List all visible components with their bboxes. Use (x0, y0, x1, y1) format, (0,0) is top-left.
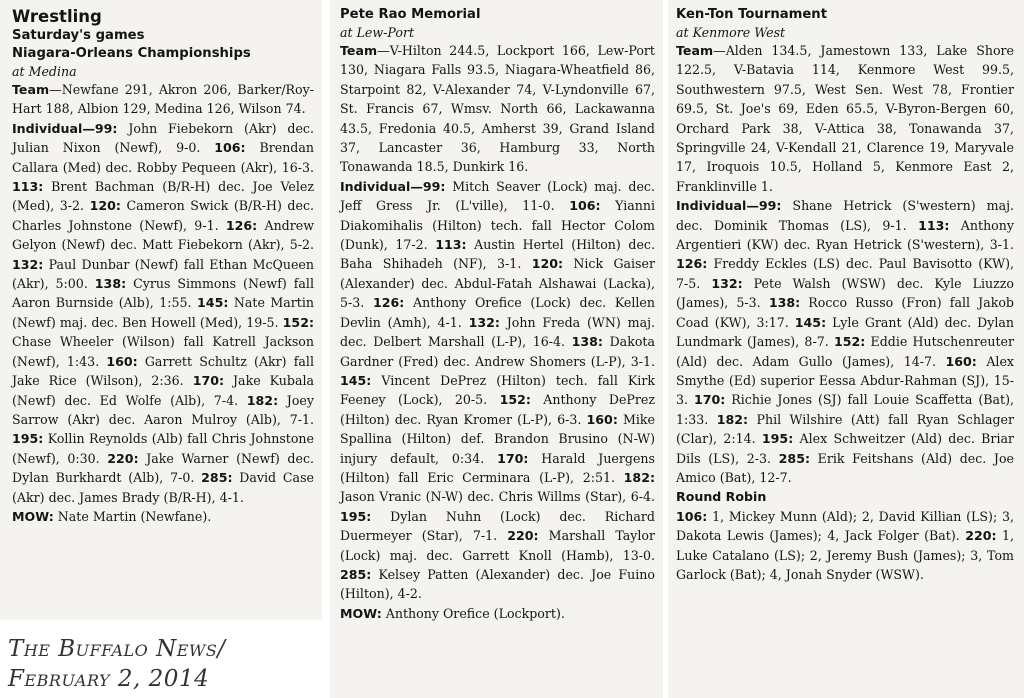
bout-result: Dylan Nuhn (Lock) dec. Richard Duermeyer (Star), 7-1. (340, 508, 655, 544)
weight-class: 152: (282, 314, 314, 330)
mow (12, 507, 314, 526)
bout-result: 1, Mickey Munn (Ald); 2, David Killian (LS); 3, Dakota Lewis (James); 4, Jack Folger (Bat). (676, 508, 1014, 544)
individual-results (676, 196, 1014, 487)
bout-result: Anthony DePrez (Hilton) dec. Ryan Kromer (L-P), 6-3. (340, 392, 655, 427)
event-title: Niagara-Orleans Championships (12, 46, 251, 61)
bout-result: Austin Hertel (Hilton) dec. Baha Shihadeh (NF), 3-1. (340, 237, 655, 272)
individual-results (340, 177, 655, 604)
venue: at Kenmore West (676, 25, 786, 40)
weight-class: 145: (197, 295, 229, 311)
weight-class: 138: (571, 334, 603, 350)
bout-result: 1, Luke Catalano (LS); 2, Jeremy Bush (James); 3, Tom Garlock (Bat); 4, Jonah Snyder (WSW). (676, 528, 1014, 582)
weight-class: 160: (586, 411, 618, 427)
team-label: Team (340, 43, 378, 58)
clip-niagara-orleans (0, 0, 322, 698)
bout-result: Kelsey Patten (Alexander) dec. Joe Fuino (Hilton), 4-2. (340, 566, 655, 602)
bout-result: Mitch Seaver (Lock) maj. dec. Jeff Gress Jr. (L'ville), 11-0. (340, 178, 655, 214)
day-heading: Saturday's games (12, 28, 145, 43)
weight-class: 132: (468, 314, 500, 330)
column-1 (12, 6, 314, 526)
individual-label: Individual (12, 120, 83, 136)
weight-class: 220: (107, 450, 139, 466)
round-robin-results (676, 507, 1014, 585)
team-label: Team (12, 82, 50, 97)
credit-date: February 2, 2014 (8, 666, 210, 692)
weight-class: 120: (531, 256, 564, 272)
bout-result: Jason Vranic (N-W) dec. Chris Willms (Star), 6-4. (340, 489, 655, 505)
weight-class: 152: (499, 392, 531, 408)
weight-class: 132: (711, 275, 743, 291)
weight-class: 285: (778, 450, 810, 466)
weight-class: 132: (12, 256, 44, 272)
bout-result: David Case (Akr) dec. James Brady (B/R-H), 4-1. (12, 470, 314, 505)
mow-label: MOW: (12, 508, 54, 524)
bout-result: Alex Schweitzer (Ald) dec. Briar Dils (LS), 2-3. (676, 431, 1015, 466)
weight-class: 160: (945, 353, 977, 369)
weight-class: 106: (676, 508, 708, 524)
team-results (340, 41, 655, 177)
individual-label: Individual (340, 178, 411, 194)
mow (340, 604, 655, 623)
weight-class: 195: (761, 431, 794, 447)
bout-result: Marshall Taylor (Lock) maj. dec. Garrett Knoll (Hamb), 13-0. (340, 528, 655, 563)
event-title: Ken-Ton Tournament (676, 7, 827, 22)
newspaper-credit (0, 620, 322, 698)
weight-class: 182: (716, 411, 749, 427)
bout-result: Vincent DePrez (Hilton) tech. fall Kirk Feeney (Lock), 20-5. (340, 372, 655, 408)
weight-class: 126: (225, 217, 258, 233)
weight-class: 195: (340, 508, 372, 524)
clip-ken-ton-tournament (668, 0, 1024, 698)
weight-class: 220: (965, 528, 997, 544)
bout-result: Pete Walsh (WSW) dec. Kyle Liuzzo (James), 5-3. (676, 275, 1014, 311)
bout-result: Shane Hetrick (S'western) maj. dec. Dominik Thomas (LS), 9-1. (676, 198, 1014, 233)
column-3 (676, 6, 1014, 584)
venue: at Medina (12, 64, 77, 79)
bout-result: Jake Warner (Newf) dec. Dylan Burkhardt (Alb), 7-0. (12, 450, 314, 486)
weight-class: —99: (410, 178, 446, 194)
team-text: —Newfane 291, Akron 206, Barker/Roy-Hart 188, Albion 129, Medina 126, Wilson 74. (12, 82, 314, 117)
weight-class: 170: (694, 392, 726, 408)
team-results (676, 41, 1014, 196)
bout-result: Kollin Reynolds (Alb) fall Chris Johnstone (Newf), 0:30. (12, 431, 314, 466)
individual-results (12, 119, 314, 507)
weight-class: 160: (106, 353, 138, 369)
team-text: —Alden 134.5, Jamestown 133, Lake Shore 122.5, V-Batavia 114, Kenmore West 99.5, Southwestern 97.5, West Sen. West 78, Frontier 69.5, St. Joe's 69, Eden 65.5, V-Byron-Bergen 60, Orchard Park 38, V-Attica 38, Tonawanda 37, Springville 24, V-Kendall 21, Clarence 19, Maryvale 17, Iroquois 10.5, Holland 5, Kenmore East 2, Franklinville 1. (676, 43, 1014, 194)
bout-result: Cameron Swick (B/R-H) dec. Charles Johnstone (Newf), 9-1. (12, 198, 315, 233)
bout-result: Phil Wilshire (Att) fall Ryan Schlager (Clar), 2:14. (676, 411, 1014, 447)
weight-class: 182: (246, 392, 279, 408)
bout-result: Paul Dunbar (Newf) fall Ethan McQueen (Akr), 5:00. (12, 256, 314, 292)
bout-result: Brent Bachman (B/R-H) dec. Joe Velez (Med), 3-2. (12, 179, 314, 214)
bout-result: Anthony Argentieri (KW) dec. Ryan Hetrick (S'western), 3-1. (676, 217, 1014, 253)
team-results (12, 80, 314, 119)
mow-text: Nate Martin (Newfane). (53, 508, 212, 524)
weight-class: 170: (192, 373, 225, 389)
weight-class: 113: (918, 217, 950, 233)
weight-class: 145: (794, 314, 827, 330)
bout-result: Nick Gaiser (Alexander) dec. Abdul-Fatah Alshawai (Lacka), 5-3. (340, 256, 655, 311)
bout-result: Anthony Orefice (Lock) dec. Kellen Devlin (Amh), 4-1. (340, 295, 655, 330)
weight-class: 285: (201, 470, 233, 486)
bout-result: Brendan Callara (Med) dec. Robby Pequeen (Akr), 16-3. (12, 140, 314, 175)
weight-class: 106: (214, 140, 246, 156)
weight-class: 152: (833, 334, 866, 350)
mow-text: Anthony Orefice (Lockport). (381, 605, 565, 621)
bout-result: Garrett Schultz (Akr) fall Jake Rice (Wilson), 2:36. (12, 353, 314, 389)
bout-result: Chase Wheeler (Wilson) fall Katrell Jackson (Newf), 1:43. (12, 334, 314, 369)
bout-result: Mike Spallina (Hilton) def. Brandon Brusino (N-W) injury default, 0:34. (340, 411, 655, 466)
team-label: Team (676, 43, 714, 58)
event-title: Pete Rao Memorial (340, 7, 481, 22)
bout-result: Yianni Diakomihalis (Hilton) tech. fall Hector Colom (Dunk), 17-2. (340, 198, 655, 253)
bout-result: Nate Martin (Newf) maj. dec. Ben Howell (Med), 19-5. (12, 295, 314, 330)
bout-result: Alex Smythe (Ed) superior Eessa Abdur-Rahman (SJ), 15-3. (676, 353, 1014, 408)
weight-class: 138: (94, 276, 127, 292)
weight-class: 120: (89, 198, 121, 214)
clip-pete-rao-memorial (330, 0, 663, 698)
venue: at Lew-Port (340, 25, 415, 40)
bout-result: John Freda (WN) maj. dec. Delbert Marshall (L-P), 16-4. (340, 314, 655, 350)
bout-result: Lyle Grant (Ald) dec. Dylan Lundmark (James), 8-7. (676, 314, 1014, 350)
bout-result: Joey Sarrow (Akr) dec. Aaron Mulroy (Alb), 7-1. (12, 392, 314, 427)
weight-class: 126: (373, 295, 405, 311)
weight-class: 138: (768, 295, 801, 311)
bout-result: John Fiebekorn (Akr) dec. Julian Nixon (Newf), 9-0. (12, 120, 314, 156)
weight-class: 126: (676, 256, 708, 272)
weight-class: —99: (746, 198, 782, 214)
bout-result: Erik Feitshans (Ald) dec. Joe Amico (Bat), 12-7. (676, 450, 1014, 485)
weight-class: 106: (569, 198, 601, 214)
mow-label: MOW: (340, 605, 382, 621)
credit-publication: The Buffalo News/ (8, 636, 226, 662)
bout-result: Eddie Hutschenreuter (Ald) dec. Adam Gullo (James), 14-7. (676, 334, 1014, 369)
bout-result: Richie Jones (SJ) fall Louie Scaffetta (Bat), 1:33. (676, 392, 1014, 427)
weight-class: 195: (12, 431, 44, 447)
bout-result: Jake Kubala (Newf) dec. Ed Wolfe (Alb), 7-4. (12, 373, 314, 408)
bout-result: Harald Juergens (Hilton) fall Eric Cerminara (L-P), 2:51. (340, 450, 655, 485)
bout-result: Freddy Eckles (LS) dec. Paul Bavisotto (KW), 7-5. (676, 256, 1014, 291)
team-text: —V-Hilton 244.5, Lockport 166, Lew-Port 130, Niagara Falls 93.5, Niagara-Wheatfield 86, Starpoint 82, V-Alexander 74, V-Lyndonville 67, St. Francis 67, Wmsv. North 66, Lackawanna 43.5, Fredonia 40.5, Amherst 39, Grand Island 37, Lancaster 36, Hamburg 33, North Tonawanda 18.5, Dunkirk 16. (340, 43, 655, 175)
weight-class: 113: (12, 179, 44, 195)
round-robin-title: Round Robin (676, 489, 767, 505)
bout-result: Andrew Gelyon (Newf) dec. Matt Fiebekorn (Akr), 5-2. (12, 217, 314, 253)
bout-result: Cyrus Simmons (Newf) fall Aaron Burnside (Alb), 1:55. (12, 276, 314, 311)
weight-class: 145: (340, 372, 372, 388)
weight-class: 170: (497, 450, 529, 466)
weight-class: 220: (507, 528, 539, 544)
individual-label: Individual (676, 198, 747, 214)
column-2 (340, 6, 655, 623)
weight-class: 285: (340, 566, 372, 582)
weight-class: 113: (435, 237, 467, 253)
weight-class: 182: (623, 469, 655, 485)
section-title: Wrestling (12, 7, 102, 26)
weight-class: —99: (82, 120, 118, 136)
bout-result: Dakota Gardner (Fred) dec. Andrew Shomers (L-P), 3-1. (340, 334, 655, 369)
bout-result: Rocco Russo (Fron) fall Jakob Coad (KW), 3:17. (676, 295, 1014, 330)
